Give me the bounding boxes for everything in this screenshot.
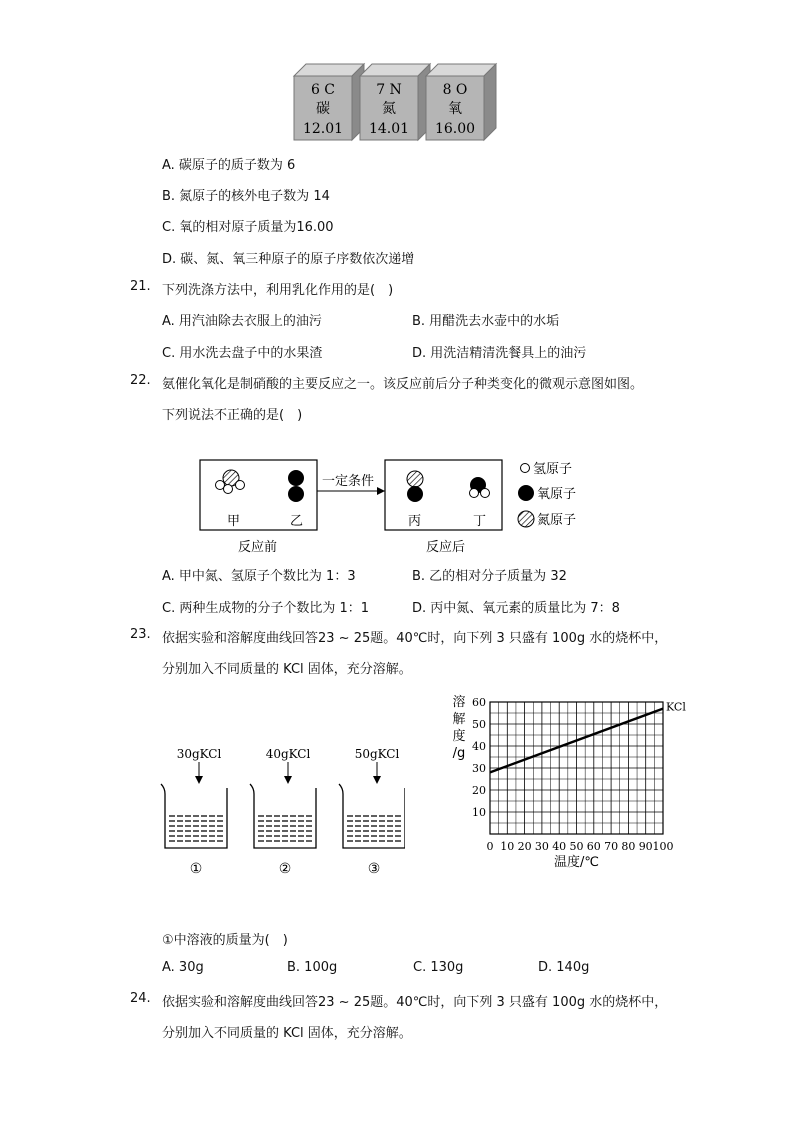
beaker-label: 50gKCl: [354, 747, 400, 761]
q23-number: 23.: [130, 627, 151, 642]
legend-h: 氢原子: [533, 462, 573, 477]
beaker-index: ②: [278, 861, 292, 875]
y-tick-label: 30: [472, 762, 486, 775]
element-tile-n: [360, 64, 430, 140]
beaker-2: [250, 747, 316, 875]
q22-option-b: B. 乙的相对分子质量为 32: [412, 569, 567, 584]
q20-option-a: A. 碳原子的质子数为 6: [162, 158, 296, 173]
beaker-label: 30gKCl: [176, 747, 222, 761]
q23-stem-line2: 分别加入不同质量的 KCl 固体，充分溶解。: [162, 662, 412, 677]
label-before: 反应前: [238, 540, 278, 555]
q21-option-d: D. 用洗洁精清洗餐具上的油污: [412, 346, 587, 361]
q22-option-a: A. 甲中氮、氢原子个数比为 1：3: [162, 569, 356, 584]
q22-option-c: C. 两种生成物的分子个数比为 1：1: [162, 601, 370, 616]
legend-o: 氧原子: [537, 487, 577, 502]
q22-number: 22.: [130, 373, 151, 388]
q24-number: 24.: [130, 991, 151, 1006]
tile-mass: 14.01: [368, 121, 410, 137]
legend-o-icon: [518, 485, 534, 501]
element-tile-c: [294, 64, 364, 140]
beaker-index: ③: [367, 861, 381, 875]
q20-option-b: B. 氮原子的核外电子数为 14: [162, 189, 330, 204]
tile-name: 碳: [316, 101, 330, 117]
q23-question: ①中溶液的质量为( ): [162, 933, 288, 948]
q23-option-b: B. 100g: [287, 960, 338, 975]
label-jia: 甲: [227, 514, 241, 529]
beaker-label: 40gKCl: [265, 747, 311, 761]
x-tick-label: 100: [652, 840, 674, 853]
label-yi: 乙: [290, 514, 304, 529]
tile-mass: 12.01: [302, 121, 344, 137]
tile-number-symbol: 6 C: [310, 82, 336, 98]
tile-name: 氧: [448, 101, 462, 117]
label-bing: 丙: [408, 514, 422, 529]
q23-option-a: A. 30g: [162, 960, 204, 975]
tile-number-symbol: 8 O: [442, 82, 468, 98]
tile-name: 氮: [382, 101, 396, 117]
o2-molecule: [288, 470, 304, 502]
y-axis-label: 度: [452, 729, 466, 744]
y-tick-label: 40: [472, 740, 486, 753]
y-tick-label: 50: [472, 718, 486, 731]
q23-option-c: C. 130g: [413, 960, 464, 975]
q22-option-d: D. 丙中氮、氧元素的质量比为 7：8: [412, 601, 620, 616]
q24-stem-line1: 依据实验和溶解度曲线回答23 ~ 25题。40℃时，向下列 3 只盛有 100g 水的烧杯中，: [162, 995, 668, 1010]
x-tick-label: 60: [586, 840, 601, 853]
element-tile-o: [426, 64, 496, 140]
tile-number-symbol: 7 N: [376, 82, 402, 98]
x-axis-label: 温度/℃: [554, 855, 599, 870]
y-axis-label: 溶: [452, 695, 466, 710]
legend-n-icon: [518, 511, 534, 527]
q20-option-d: D. 碳、氮、氧三种原子的原子序数依次递增: [162, 252, 415, 267]
x-tick-label: 70: [604, 840, 619, 853]
legend-h-icon: [521, 464, 530, 473]
beakers-figure: [155, 740, 405, 875]
label-ding: 丁: [473, 514, 487, 529]
q21-stem: 下列洗涤方法中，利用乳化作用的是( ): [162, 283, 394, 298]
reaction-diagram: [195, 455, 605, 560]
q21-option-c: C. 用水洗去盘子中的水果渣: [162, 346, 323, 361]
x-tick-label: 80: [621, 840, 636, 853]
q21-option-a: A. 用汽油除去衣服上的油污: [162, 314, 322, 329]
y-axis-label: 解: [452, 712, 466, 727]
tile-mass: 16.00: [434, 121, 476, 137]
solubility-chart: [445, 690, 690, 880]
q24-stem-line2: 分别加入不同质量的 KCl 固体，充分溶解。: [162, 1026, 412, 1041]
series-label: KCl: [666, 700, 686, 714]
x-tick-label: 50: [569, 840, 584, 853]
legend-n: 氮原子: [537, 513, 577, 528]
y-tick-label: 10: [472, 806, 486, 819]
label-after: 反应后: [426, 540, 466, 555]
x-tick-label: 0: [486, 840, 494, 853]
no-molecule: [407, 471, 423, 502]
reaction-condition: 一定条件: [322, 474, 375, 489]
h2o-molecule: [470, 477, 490, 498]
y-tick-label: 20: [472, 784, 486, 797]
nh3-molecule: [216, 470, 245, 494]
x-tick-label: 90: [638, 840, 653, 853]
x-tick-label: 40: [552, 840, 567, 853]
x-tick-label: 10: [500, 840, 515, 853]
beaker-index: ①: [189, 861, 203, 875]
q22-stem-line2: 下列说法不正确的是( ): [162, 408, 303, 423]
q21-option-b: B. 用醋洗去水壶中的水垢: [412, 314, 560, 329]
q21-number: 21.: [130, 279, 151, 294]
q20-option-c: C. 氧的相对原子质量为16.00: [162, 220, 334, 235]
q22-stem-line1: 氨催化氧化是制硝酸的主要反应之一。该反应前后分子种类变化的微观示意图如图。: [162, 377, 644, 392]
x-tick-label: 20: [517, 840, 532, 853]
q23-stem-line1: 依据实验和溶解度曲线回答23 ~ 25题。40℃时，向下列 3 只盛有 100g 水的烧杯中，: [162, 631, 668, 646]
element-tiles-figure: [292, 62, 504, 144]
y-tick-label: 60: [472, 696, 486, 709]
q23-option-d: D. 140g: [538, 960, 590, 975]
x-tick-label: 30: [534, 840, 549, 853]
beaker-1: [161, 747, 227, 875]
y-axis-label: /g: [452, 746, 466, 761]
beaker-3: [339, 747, 405, 875]
